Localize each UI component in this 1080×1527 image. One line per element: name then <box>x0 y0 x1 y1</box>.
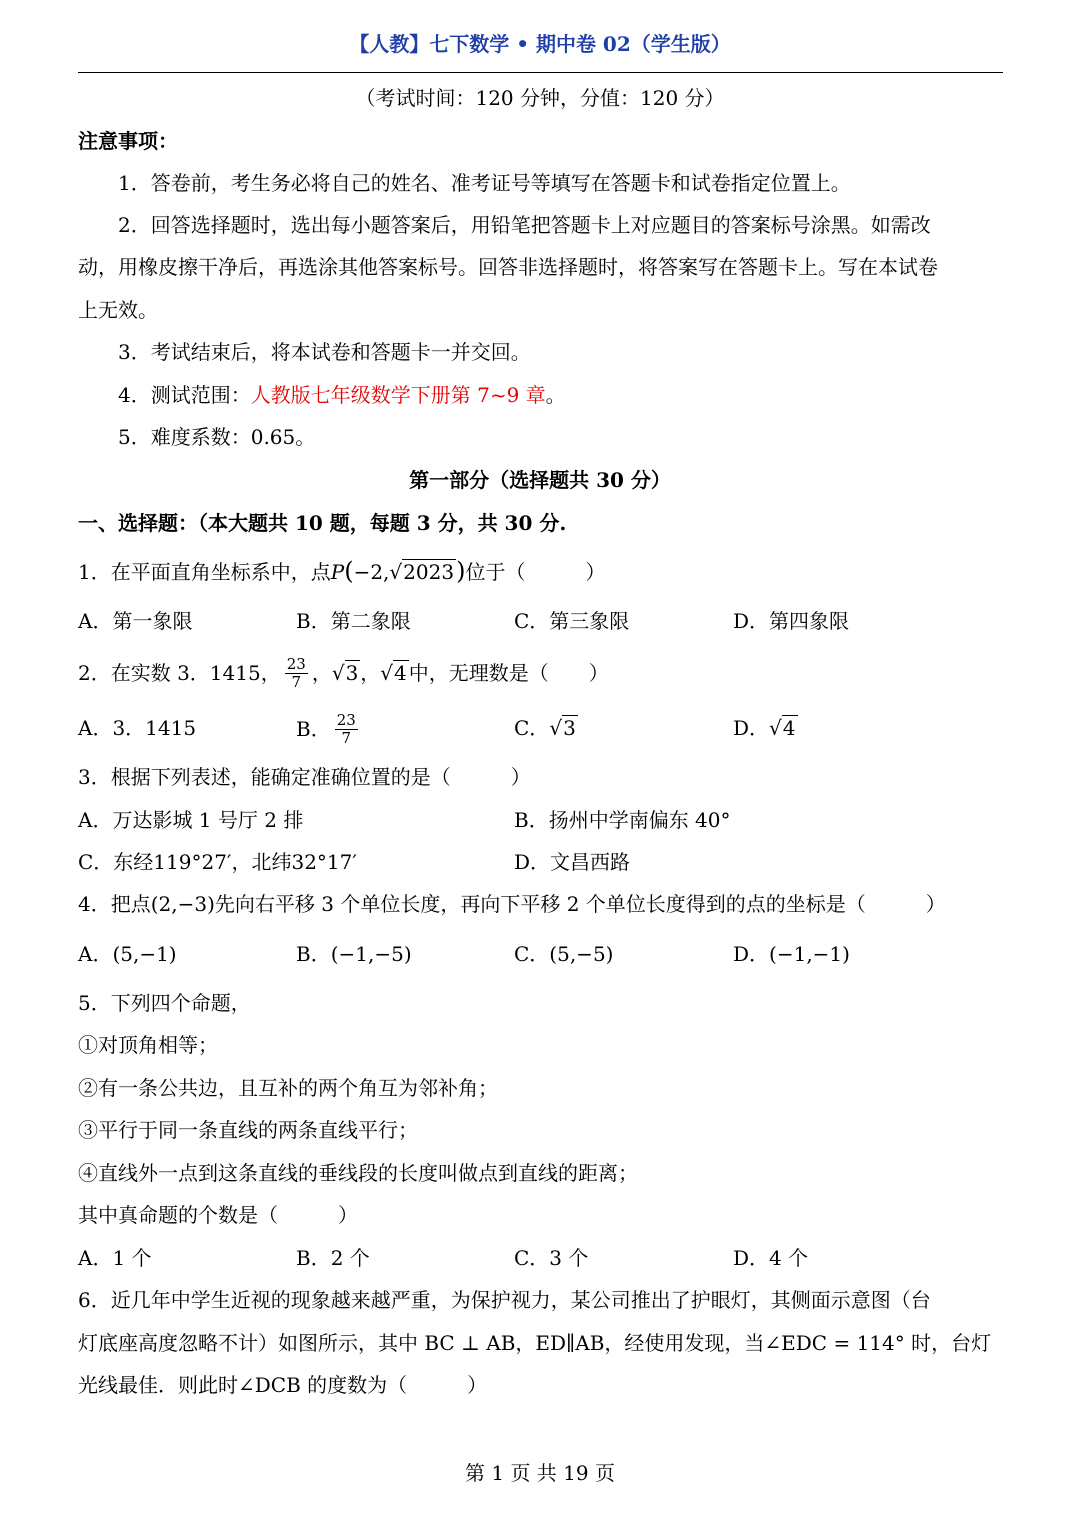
q1-stem-b: 位于（ ） <box>465 560 606 584</box>
note-4-prefix: 4．测试范围： <box>118 383 251 407</box>
q2-b-den: 7 <box>341 728 352 747</box>
q1-option-c[interactable]: C．第三象限 <box>514 609 630 633</box>
q2-option-a[interactable]: A．3．1415 <box>78 716 197 740</box>
q2-option-c-label: C． <box>514 716 550 740</box>
q2-option-b-label: B． <box>296 717 331 741</box>
q5-option-b[interactable]: B．2 个 <box>296 1246 370 1270</box>
q1-point: P <box>330 560 345 584</box>
q5-option-d[interactable]: D．4 个 <box>733 1246 809 1270</box>
question-2-stem <box>78 650 609 696</box>
question-5-stem: 5．下列四个命题， <box>78 991 251 1015</box>
question-1-stem <box>78 557 605 586</box>
q2-b-num: 23 <box>336 710 356 729</box>
q5-proposition-3: ③平行于同一条直线的两条直线平行； <box>78 1118 418 1142</box>
q2-option-d-label: D． <box>733 716 770 740</box>
q2-frac-num: 23 <box>286 654 306 673</box>
q2-option-d[interactable] <box>733 714 798 742</box>
part-title: 第一部分（选择题共 30 分） <box>409 468 671 492</box>
question-6-line-1: 6．近几年中学生近视的现象越来越严重，为保护视力，某公司推出了护眼灯，其侧面示意图（台 <box>78 1288 931 1312</box>
question-3-stem: 3．根据下列表述，能确定准确位置的是（ ） <box>78 765 531 789</box>
q2-comma-1: ， <box>311 661 332 685</box>
q2-sqrt4: √4 <box>380 661 407 685</box>
q2-fraction <box>285 656 308 691</box>
q3-option-c[interactable]: C．东经119°27′，北纬32°17′ <box>78 850 357 874</box>
question-6-line-2: 灯底座高度忽略不计）如图所示，其中 BC ⊥ AB，ED∥AB，经使用发现，当∠EDC = 114° 时，台灯 <box>78 1331 992 1355</box>
q5-option-c[interactable]: C．3 个 <box>514 1246 589 1270</box>
doc-title <box>0 30 1080 58</box>
q5-option-a[interactable]: A．1 个 <box>78 1246 152 1270</box>
note-4-suffix: 。 <box>545 383 566 407</box>
q2-option-b-fraction <box>335 712 358 747</box>
exam-info: （考试时间：120 分钟，分值：120 分） <box>355 86 725 110</box>
q1-option-d[interactable]: D．第四象限 <box>733 609 850 633</box>
doc-title-a: 【人教】七下数学 <box>349 32 510 56</box>
q2-d-sqrt: √4 <box>769 716 796 740</box>
note-2-line-2: 动，用橡皮擦干净后，再选涂其他答案标号。回答非选择题时，将答案写在答题卡上。写在本试卷 <box>78 255 938 279</box>
q3-option-b[interactable]: B．扬州中学南偏东 40° <box>514 808 731 832</box>
q2-c-sqrt: √3 <box>549 716 576 740</box>
q2-rad4: 4 <box>394 661 407 685</box>
q1-coord: ( <box>344 557 354 585</box>
q2-option-c[interactable] <box>514 714 578 742</box>
q2-option-b[interactable] <box>296 706 362 752</box>
q4-option-c[interactable]: C．(5,−5) <box>514 942 614 966</box>
note-1: 1．答卷前，考生务必将自己的姓名、准考证号等填写在答题卡和试卷指定位置上。 <box>118 171 851 195</box>
q4-option-d[interactable]: D．(−1,−1) <box>733 942 850 966</box>
q1-option-a[interactable]: A．第一象限 <box>78 609 193 633</box>
q3-option-a[interactable]: A．万达影城 1 号厅 2 排 <box>78 808 304 832</box>
q1-sqrt: √2023 <box>389 560 455 584</box>
q2-comma-2: ， <box>360 661 381 685</box>
section-heading: 一、选择题：（本大题共 10 题，每题 3 分，共 30 分. <box>78 511 567 535</box>
doc-title-b: 期中卷 02（学生版） <box>535 32 731 56</box>
q1-coord-a: −2, <box>353 560 390 584</box>
q1-radicand: 2023 <box>403 560 455 584</box>
page-footer: 第 1 页 共 19 页 <box>465 1461 615 1485</box>
note-4-scope: 人教版七年级数学下册第 7~9 章 <box>250 383 546 407</box>
q5-proposition-2: ②有一条公共边，且互补的两个角互为邻补角； <box>78 1076 498 1100</box>
note-2-line-1: 2．回答选择题时，选出每小题答案后，用铅笔把答题卡上对应题目的答案标号涂黑。如需改 <box>118 213 931 237</box>
q4-option-a[interactable]: A．(5,−1) <box>78 942 177 966</box>
q2-sqrt3: √3 <box>331 661 359 685</box>
q5-ask: 其中真命题的个数是（ ） <box>78 1203 358 1227</box>
header-rule <box>78 72 1003 73</box>
note-2-line-3: 上无效。 <box>78 298 158 322</box>
q2-rad3: 3 <box>345 661 359 685</box>
question-6-line-3: 光线最佳．则此时∠DCB 的度数为（ ） <box>78 1373 488 1397</box>
q2-stem-a: 2．在实数 3．1415， <box>78 661 281 685</box>
q1-coord-close: ) <box>456 557 466 585</box>
q2-stem-b: 中，无理数是（ ） <box>408 661 609 685</box>
bullet-icon: • <box>509 32 536 56</box>
q2-d-rad: 4 <box>782 716 796 740</box>
q1-option-b[interactable]: B．第二象限 <box>296 609 411 633</box>
q5-proposition-1: ①对顶角相等； <box>78 1033 218 1057</box>
q2-frac-den: 7 <box>291 672 302 691</box>
q4-option-b[interactable]: B．(−1,−5) <box>296 942 412 966</box>
question-4-stem: 4．把点(2,−3)先向右平移 3 个单位长度，再向下平移 2 个单位长度得到的点的坐标是（ ） <box>78 892 946 916</box>
q2-c-rad: 3 <box>563 716 576 740</box>
q5-proposition-4: ④直线外一点到这条直线的垂线段的长度叫做点到直线的距离； <box>78 1161 638 1185</box>
notes-heading: 注意事项： <box>78 129 178 153</box>
q3-option-d[interactable]: D．文昌西路 <box>514 850 631 874</box>
note-4 <box>118 381 566 409</box>
note-5: 5．难度系数：0.65。 <box>118 425 316 449</box>
q1-stem-a: 1．在平面直角坐标系中，点 <box>78 560 331 584</box>
note-3: 3．考试结束后，将本试卷和答题卡一并交回。 <box>118 340 531 364</box>
